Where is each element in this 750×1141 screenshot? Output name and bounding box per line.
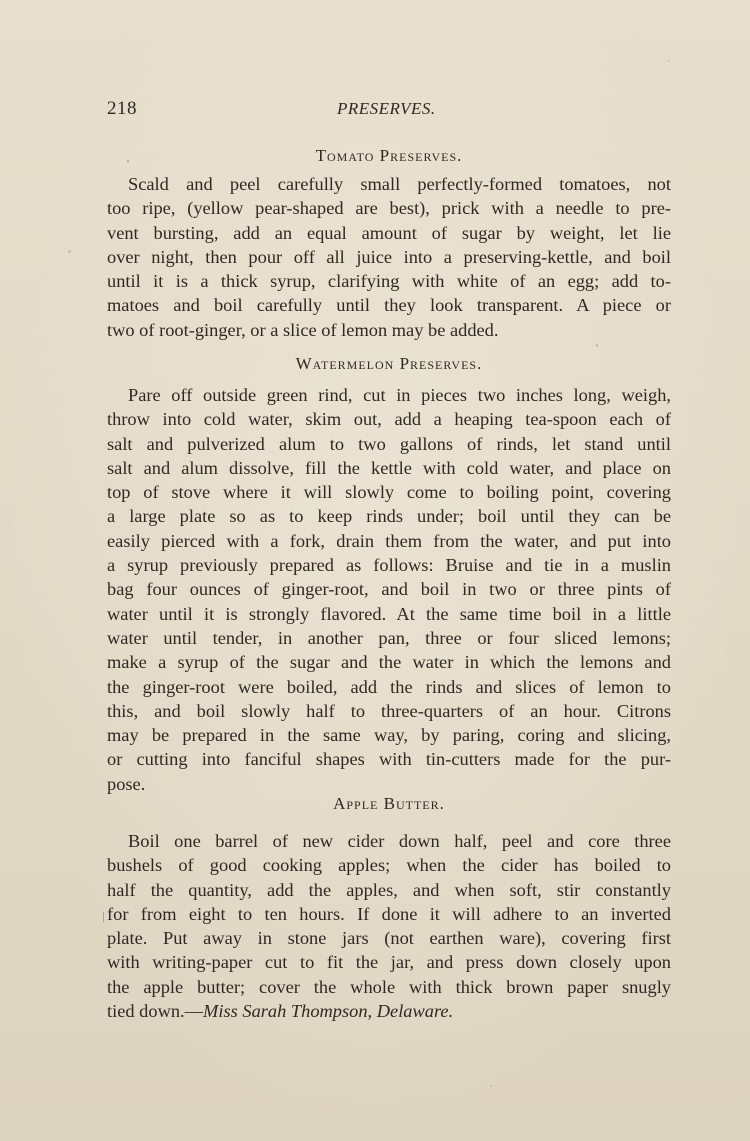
section-heading-apple-butter: Apple Butter. [333, 794, 445, 813]
text-line: easily pierced with a fork, drain them from the water, and put into [107, 530, 671, 551]
paper-speck [596, 344, 598, 347]
text-line: the ginger-root were boiled, add the rinds and slices of lemon to [107, 676, 671, 697]
text-line: two of root-ginger, or a slice of lemon may be added. [107, 319, 499, 340]
paper-speck [695, 815, 697, 817]
text-line: until it is a thick syrup, clarifying with white of an egg; add to- [107, 271, 671, 292]
text-line: salt and alum dissolve, fill the kettle with cold water, and place on [107, 457, 671, 478]
section-body-watermelon-preserves [107, 383, 671, 796]
text-line: too ripe, (yellow pear-shaped are best), prick with a needle to pre- [107, 198, 671, 219]
text-line: vent bursting, add an equal amount of sugar by weight, let lie [107, 222, 671, 243]
text-line: half the quantity, add the apples, and when soft, stir constantly [107, 879, 671, 900]
text-line: pose. [107, 773, 146, 794]
credit-name: Miss Sarah Thompson, Delaware. [203, 1001, 454, 1022]
text-line-credit [107, 999, 671, 1023]
paper-speck [490, 1085, 492, 1087]
paper-speck [668, 60, 670, 62]
page-header [107, 98, 671, 126]
text-line: a large plate so as to keep rinds under; boil until they can be [107, 506, 671, 527]
text-line: top of stove where it will slowly come to boiling point, covering [107, 482, 671, 503]
text-line: the apple butter; cover the whole with thick brown paper snugly [107, 976, 671, 997]
text-line: matoes and boil carefully until they look transparent. A piece or [107, 295, 671, 316]
section-body-tomato-preserves [107, 172, 671, 342]
paper-speck [127, 160, 129, 162]
running-head: PRESERVES. [337, 99, 436, 118]
text-line: make a syrup of the sugar and the water in which the lemons and [107, 652, 671, 673]
text-line: bag four ounces of ginger-root, and boil in two or three pints of [107, 579, 671, 600]
text-line: Boil one barrel of new cider down half, peel and core three [128, 831, 671, 851]
text-line: water until it is strongly flavored. At the same time boil in a little [107, 603, 671, 624]
text-line: may be prepared in the same way, by paring, coring and slicing, [107, 725, 671, 746]
text-line: over night, then pour off all juice into a preserving-kettle, and boil [107, 246, 671, 267]
text-line: Scald and peel carefully small perfectly-formed tomatoes, not [128, 174, 671, 194]
text-line: throw into cold water, skim out, add a heaping tea-spoon each of [107, 409, 671, 430]
text-line: plate. Put away in stone jars (not earthen ware), covering first [107, 928, 671, 949]
text-line: a syrup previously prepared as follows: Bruise and tie in a muslin [107, 555, 671, 576]
text-line: salt and pulverized alum to two gallons of rinds, let stand until [107, 433, 671, 454]
page-number: 218 [107, 98, 137, 119]
section-body-apple-butter [107, 829, 671, 1023]
text-line: water until tender, in another pan, three or four sliced lemons; [107, 627, 671, 648]
section-heading-watermelon-preserves: Watermelon Preserves. [295, 354, 483, 373]
text-line: or cutting into fanciful shapes with tin-cutters made for the pur- [107, 749, 671, 770]
text-line: for from eight to ten hours. If done it will adhere to an inverted [107, 903, 671, 924]
text-line: bushels of good cooking apples; when the cider has boiled to [107, 855, 671, 876]
paper-speck [103, 912, 104, 922]
section-heading-tomato-preserves: Tomato Preserves. [315, 146, 463, 165]
paper-speck [68, 250, 71, 253]
text-line: this, and boil slowly half to three-quarters of an hour. Citrons [107, 700, 671, 721]
text-line: with writing-paper cut to fit the jar, and press down closely upon [107, 952, 671, 973]
credit-prefix: tied down.— [107, 1001, 204, 1022]
text-line: Pare off outside green rind, cut in pieces two inches long, weigh, [128, 385, 671, 405]
